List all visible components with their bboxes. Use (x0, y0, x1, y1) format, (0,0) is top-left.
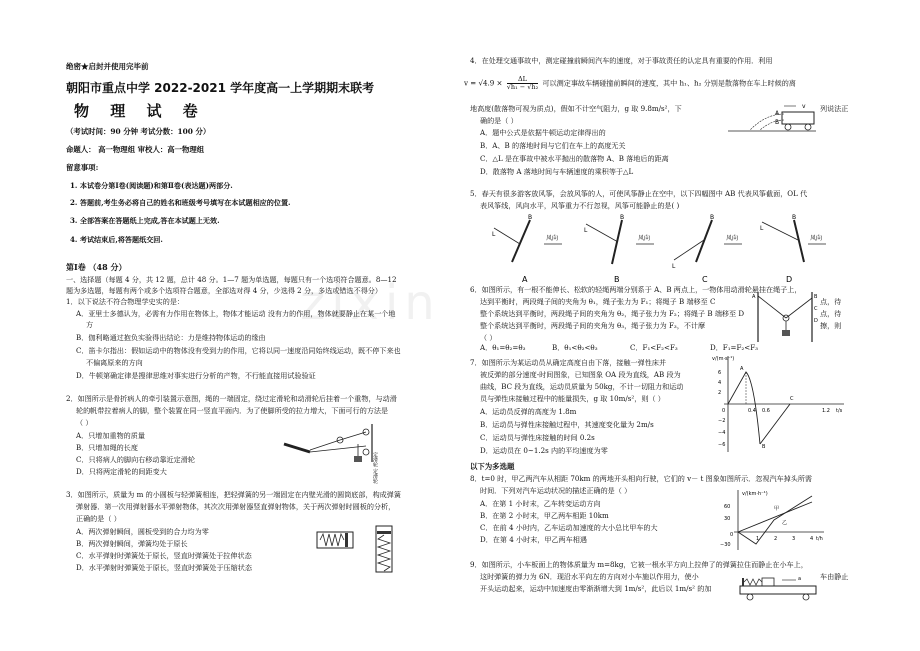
kite-section (794, 220, 804, 262)
x-tick: 2 (774, 536, 778, 542)
q2-option: B．只增加绳的长度 (76, 443, 138, 452)
wind-label: 风向 (810, 235, 823, 242)
q1-option: C．笛卡尔指出：假如运动中的物体没有受到力的作用，它将以同一速度沿同始终线运动，既不停下来也 (76, 346, 401, 355)
y-tick: 0 (730, 532, 734, 538)
q6-option: C．F₁<F₂<F₃ (630, 343, 678, 352)
multi-choice-title: 以下为多选题 (470, 462, 515, 471)
point-label: B (710, 214, 715, 221)
x-tick: 0.6 (762, 408, 770, 414)
point-label: L (672, 263, 676, 270)
x-tick: 0.4 (748, 408, 756, 414)
q3-option: C．水平弹射时弹簧处于原长，竖直时弹簧处于拉伸状态 (76, 551, 252, 560)
q4-formula (464, 76, 864, 91)
part1-title: 第Ⅰ卷 （48 分） (66, 262, 127, 272)
kite-figure-a (490, 214, 570, 284)
q9-stem: 这时弹簧的弹力为 6N．现沿水平向左的方向对小车施以作用力，使小 (480, 572, 699, 581)
q3-option: A．两次弹射瞬间，圆板受到的合力均为零 (76, 527, 209, 536)
wind-label: 风向 (638, 235, 651, 242)
cart-spring-figure (736, 572, 820, 602)
y-tick: −2 (718, 418, 726, 424)
kite-figure-b (582, 214, 662, 284)
notice-item: 1. 本试卷分第Ⅰ卷(阅读题)和第Ⅱ卷(表达题)两部分. (70, 181, 233, 190)
series-label: 乙 (782, 520, 788, 526)
weight-icon (782, 330, 790, 336)
option-label: D (786, 275, 793, 284)
q3-stem: 弹射器．第一次用弹射器水平弹射物体，其次次用弹射器竖直弹射物体，关于两次弹射时圆板的分析， (76, 502, 396, 511)
q2-stem: （ ） (76, 418, 93, 427)
point-label: B (775, 119, 780, 126)
q2-stem: 轮的帆带拉着病人的脚，整个装置在同一竖直平面内．为了使脚所受的拉力增大，下面可行的方法是 (76, 406, 389, 415)
point-label: D (814, 318, 818, 324)
pulley-rope-figure (752, 290, 818, 344)
exam-title: 朝阳市重点中学 2022-2021 学年度高一上学期期末联考 (66, 81, 375, 95)
q4-option: D．散落物 A 落地时间与车辆速度的乘积等于△L (480, 167, 634, 176)
q6-option: A．θ₁=θ₂=θ₃ (480, 343, 526, 352)
traction-device-figure (280, 422, 384, 484)
x-axis-label: t/s (836, 408, 843, 414)
q3-stem: 正确的是（ ） (76, 514, 121, 523)
y-tick: −6 (718, 442, 726, 448)
q7-stem: 被反弹的部分速度-时间图象，已知图象 OA 段为直线，AB 段为 (480, 370, 681, 379)
series-label: 甲 (774, 506, 780, 512)
q7-vt-graph (710, 352, 850, 457)
pulley-icon (363, 449, 369, 455)
q9-stem: 开头运动起来，运动中加速度由零渐渐增大到 1m/s²，此后以 1m/s² 的加 (480, 584, 712, 593)
x-tick: 4 (810, 536, 814, 542)
q2-option: A．只增加重物的质量 (76, 431, 145, 440)
y-tick: 6 (718, 370, 722, 376)
q1-option: 方 (86, 320, 94, 329)
q6-stem: （ ） (480, 333, 497, 342)
point-label: L (760, 225, 764, 232)
q6-stem: 整个系统达到平衡时，两段绳子间的夹角为 θ₃，绳子张力为 F₃，不计摩 (480, 321, 706, 330)
part1-intro: 一、选择题（每题 4 分，共 12 题，总计 48 分。1—7 题为单选题，每题只有一个选项符合题意。8—12 (66, 275, 397, 284)
x-tick: 3 (792, 536, 796, 542)
q8-option: C．在前 4 小时内，乙车运动加速度的大小总比甲车的大 (480, 523, 658, 532)
point-label: B (528, 214, 533, 221)
point-label: A (752, 294, 756, 300)
notice-title: 留意事项: (66, 163, 99, 172)
q7-stem: 曲线，BC 段为直线，运动员质量为 50kg，不计一切阻力和运动 (480, 382, 684, 391)
q8-option: D．在第 4 小时末，甲乙两车相遇 (480, 535, 587, 544)
q7-option: C．运动员与弹性床接触的时间 0.2s (480, 433, 595, 442)
x-tick: 0 (722, 408, 726, 414)
q2-option: C．只将病人的脚向右移动靠近定滑轮 (76, 455, 195, 464)
wind-label: 风向 (726, 235, 739, 242)
wind-label: 风向 (546, 235, 559, 242)
kite-figure-d (754, 214, 834, 284)
kite-string (586, 224, 618, 242)
right-column (464, 0, 860, 651)
velocity-label: v (802, 103, 806, 110)
kite-string (494, 228, 520, 244)
time-score: （考试时间：90 分钟 考试分数：100 分） (66, 127, 211, 136)
formula-denominator: √h₁ − √h₂ (506, 83, 539, 92)
y-tick: 60 (724, 504, 731, 510)
x-tick: 1.2 (822, 408, 830, 414)
point-label: A (775, 110, 780, 117)
q1-stem: 1．以下说法不符合物理学史实的是： (66, 297, 185, 306)
option-label: B (614, 275, 620, 284)
q9-stem: 9．如图所示，小车板面上的物体质量为 m=8kg，它被一根水平方向上拉伸了的弹簧拉住而静止在小车上， (470, 560, 808, 569)
notice-item: 4. 考试结束后,将答题纸交回. (70, 235, 163, 244)
formula-fraction (507, 76, 538, 91)
subject-title: 物 理 试 卷 (74, 102, 206, 120)
q2-option: D．只将两定滑轮的间距变大 (76, 467, 167, 476)
q6-stem: 达到平衡时，两段绳子间的夹角为 θ₁，绳子张力为 F₁；将绳子 B 端移至 C (480, 297, 716, 306)
q4-option: A．题中公式是依据牛顿运动定律得出的 (480, 128, 606, 137)
q6-stem: 擦，则 (820, 321, 842, 330)
q5-stem: 表风筝线，风向水平，风筝重力不行忽视，风筝可能静止的是( ) (480, 201, 680, 210)
q6-stem: 整个系统达到平衡时，两段绳子间的夹角为 θ₂，绳子张力为 F₂；将绳子 B 端移至 D (480, 309, 745, 318)
point-label: C (790, 396, 794, 402)
watermark: zixin (300, 275, 441, 331)
point-label: L (492, 231, 496, 238)
q3-stem: 3．如图所示，质量为 m 的小圆板与轻弹簧相连，把轻弹簧的另一端固定在内壁光滑的圆筒底部，构成弹簧 (66, 490, 401, 499)
q1-option: A．亚里士多德认为，必需有力作用在物体上，物体才能运动 没有力的作用，物体就要静止在某一个地 (76, 309, 396, 318)
formula-description: 可以测定事故车辆碰撞前瞬间的速度，其中 h₁、h₂ 分别是散落物在车上时候的离 (542, 78, 796, 88)
q4-option: C．△L 是在事故中被水平抛出的散落物 A、B 落地后的距离 (480, 154, 669, 163)
q6-stem: 6．如图所示，有一根不能伸长、松软的轻绳两端分别系于 A、B 两点上，一物体用动滑轮悬挂在绳子上， (470, 285, 802, 294)
y-tick: −30 (720, 542, 731, 548)
truck-figure (726, 100, 818, 134)
point-label: C (814, 306, 818, 312)
q1-option: B．伽利略通过抱负实验得出结论：力是维持物体运动的缘由 (76, 333, 266, 342)
q1-option: 不偏离原来的方向 (86, 358, 143, 367)
kite-section (696, 220, 712, 262)
q6-stem: 点，待 (820, 297, 842, 306)
formula-numerator: ΔL (507, 76, 538, 84)
notice-item: 3. 全部答案在答题纸上完成,答在本试题上无效. (70, 216, 220, 225)
option-label: C (702, 275, 708, 284)
pulley-label: 定滑轮 定滑轮 (372, 452, 378, 484)
y-tick: −4 (718, 430, 726, 436)
q6-stem: 点，待 (820, 309, 842, 318)
point-label: B (792, 214, 797, 221)
spring-horizontal-figure (316, 530, 356, 550)
q7-option: B．运动员与弹性床接触过程中，其速度变化量为 2m/s (480, 420, 654, 429)
part1-intro: 题为多选题，每题有两个或多个选项符合题意，全部选对得 4 分，少选得 2 分，多选或错选不得分） (66, 286, 382, 295)
spring-vertical-figure (374, 525, 394, 573)
y-axis-label: v/(km·h⁻¹) (742, 491, 768, 497)
q4-stem: 地高度(散落物可视为质点)，假如不计空气阻力，g 取 9.8m/s²，下 (470, 104, 682, 113)
q1-option: D．牛顿第确定律是搜律思维对事实进行分析的产物，不行能直接用试验验证 (76, 371, 316, 380)
point-label: L (584, 227, 588, 234)
acceleration-label: a (798, 576, 802, 582)
q4-option: B．A、B 的落地时间与它们在车上的高度无关 (480, 141, 626, 150)
x-axis-label: t/h (816, 536, 823, 542)
y-axis-label: v/(m·s⁻¹) (712, 356, 735, 362)
secret-label: 绝密★启封并使用完毕前 (66, 62, 149, 71)
y-tick: 2 (718, 390, 722, 396)
point-label: A (740, 366, 744, 372)
q3-option: B．两次弹射瞬间，弹簧均处于原长 (76, 539, 188, 548)
authors: 命题人： 高一物理组 审校人：高一物理组 (66, 145, 205, 154)
x-tick: 1 (756, 536, 760, 542)
q8-option: A．在第 1 小时末，乙车转变运动方向 (480, 499, 601, 508)
q5-stem: 5．春天有很多游客放风筝，会放风筝的人，可使风筝静止在空中，以下四幅图中 AB 代表风筝截面，OL 代 (470, 189, 808, 198)
y-tick: 4 (718, 380, 722, 386)
q7-option: D．运动员在 0~1.2s 内的平均速度为零 (480, 446, 608, 455)
option-label: A (522, 275, 528, 284)
kite-string (762, 222, 798, 240)
y-tick: 30 (724, 516, 731, 522)
q7-stem: 员与弹性床接触过程中的能量损失，g 取 10m/s²，则（ ） (480, 394, 665, 403)
kite-section (612, 220, 622, 264)
q6-option: D．F₁=F₂<F₃ (710, 343, 758, 352)
point-label: B (762, 444, 766, 450)
kite-string (674, 240, 704, 260)
point-label: B (814, 294, 818, 300)
q8-option: B．在第 2 小时末，甲乙两车相距 10km (480, 511, 609, 520)
q8-stem: 8．t=0 时，甲乙两汽车从相距 70km 的两地开头相向行驶，它们的 v－ t 图象如图所示．忽视汽车掉头所需 (470, 474, 813, 483)
q9-stem: 车由静止 (820, 572, 849, 581)
point-label: B (620, 214, 625, 221)
q8-stem: 时间．下列对汽车运动状况的描述正确的是（ ） (480, 486, 632, 495)
q4-stem: 确的是（ ） (480, 116, 518, 125)
q7-stem: 7．如图所示为某运动员从确定高度自由下落，接触一弹性床并 (470, 358, 667, 367)
q3-option: D．水平弹射时弹簧处于原长，竖直时弹簧处于压缩状态 (76, 563, 252, 572)
notice-item: 2. 答题前,考生务必将自己的姓名和班级考号填写在本试题相应的位置. (70, 198, 291, 207)
left-column (66, 0, 454, 651)
q7-option: A．运动员反弹的高度为 1.8m (480, 407, 577, 416)
q4-stem: 4．在处理交通事故中，测定碰撞前瞬间汽车的速度，对于事故责任的认定具有重要的作用．利用 (470, 56, 773, 65)
q2-stem: 2．如图所示是骨折病人的牵引装置示意图，绳的一端固定，绕过定滑轮和动滑轮后挂着一个重物，与动滑 (66, 394, 397, 403)
kite-figure-c (670, 214, 750, 284)
q6-option: B．θ₁<θ₂<θ₃ (552, 343, 598, 352)
q8-vt-graph (718, 488, 828, 552)
formula-prefix: v = √4.9 × (464, 78, 503, 88)
q4-stem: 列说法正 (820, 104, 849, 113)
weight-icon (354, 456, 362, 462)
